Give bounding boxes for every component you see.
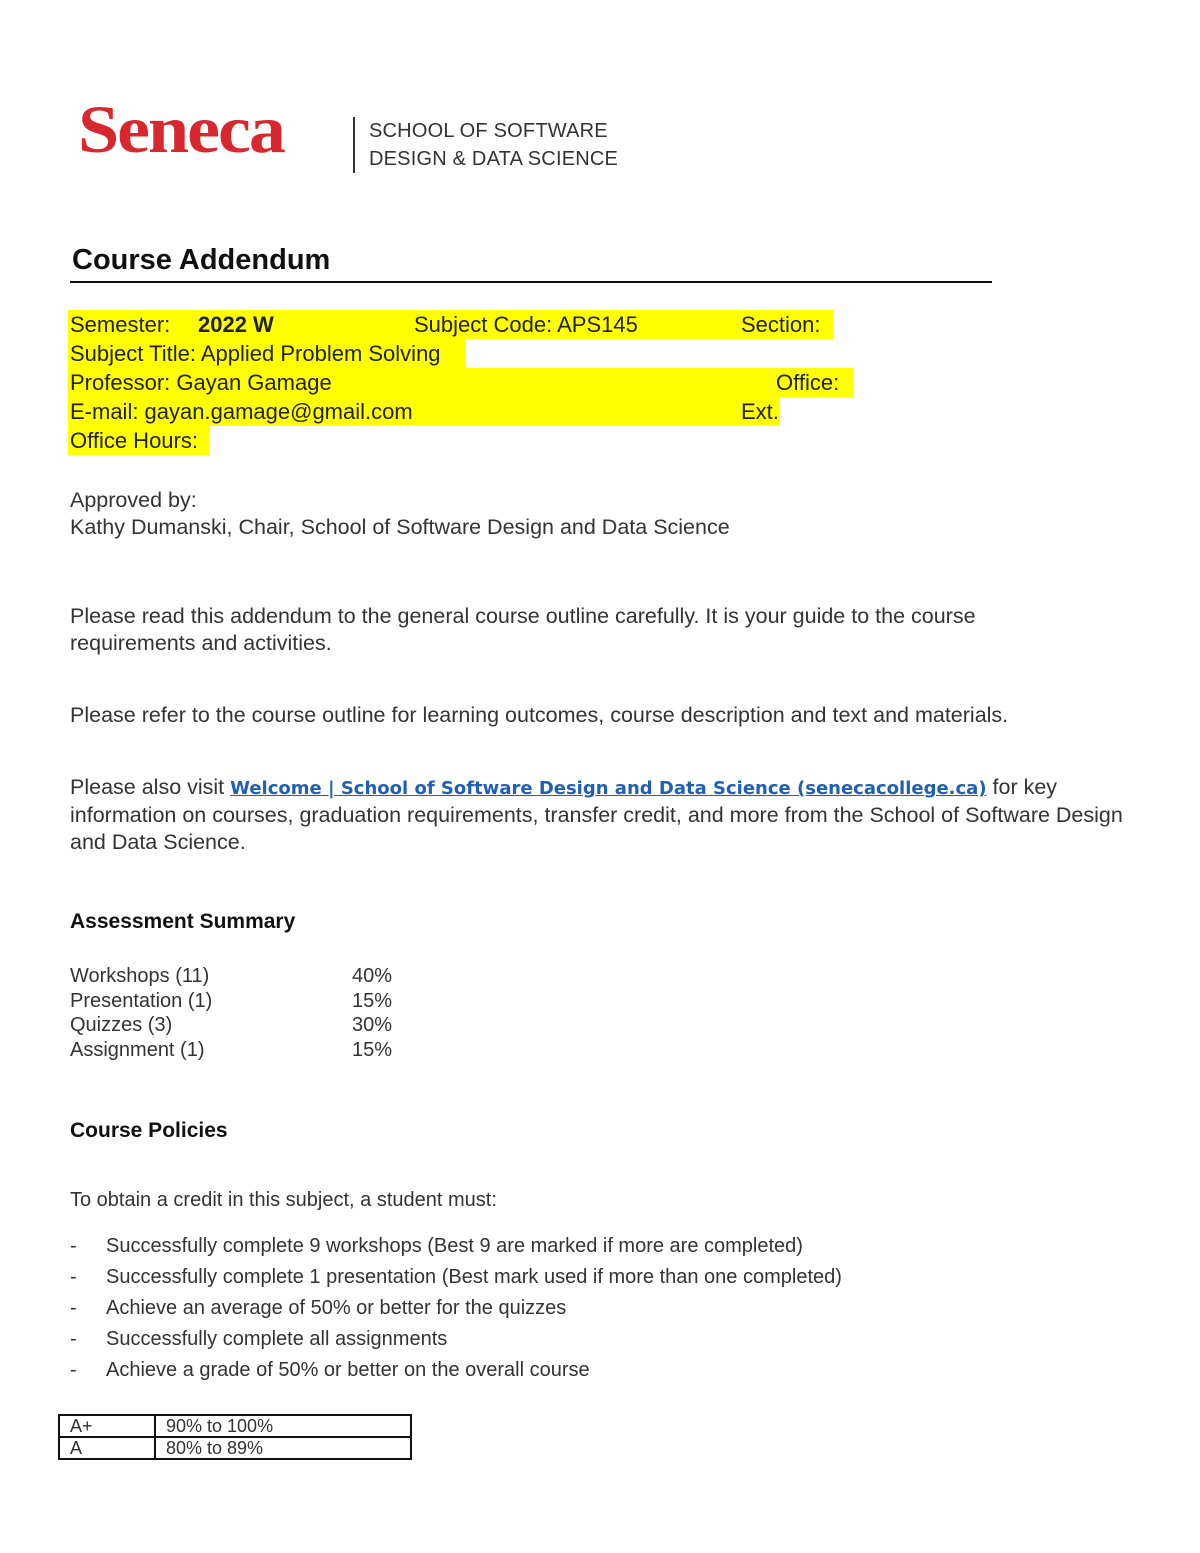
policy-item: Achieve a grade of 50% or better on the overall course [106,1359,590,1381]
page-title: Course Addendum [72,244,331,276]
subject-code: Subject Code: APS145 [414,312,638,337]
bullet-marker: - [70,1297,77,1319]
office-label: Office: [776,370,840,395]
bullet-marker: - [70,1266,77,1288]
policies-intro: To obtain a credit in this subject, a student must: [70,1189,497,1211]
visit-text-before: Please also visit [70,775,231,799]
approved-by-label: Approved by: [70,488,197,512]
grade-cell: A+ [59,1415,155,1437]
policy-item: Achieve an average of 50% or better for the quizzes [106,1297,567,1319]
semester-value: 2022 W [198,312,274,337]
grade-range-cell: 90% to 100% [155,1415,411,1437]
policy-item: Successfully complete 1 presentation (Best mark used if more than one completed) [106,1266,842,1288]
assessment-weight: 15% [352,1039,393,1061]
assessment-weight: 30% [352,1014,393,1036]
professor: Professor: Gayan Gamage [70,370,332,395]
visit-text-after: for key information on courses, graduation requirements, transfer credit, and more from the School of Software Design and Data Science. [70,775,1123,854]
assessment-item: Quizzes (3) [70,1014,173,1036]
logo-subtitle-line2: DESIGN & DATA SCIENCE [369,148,619,170]
grade-table [58,1414,412,1460]
paragraph-read-carefully: Please read this addendum to the general course outline carefully. It is your guide to the course requirements and activities. [70,604,976,655]
assessment-weight: 15% [352,990,393,1012]
grade-cell: A [59,1437,155,1459]
bullet-marker: - [70,1328,77,1350]
title-underline [70,281,992,283]
seneca-logo-wordmark: Seneca [78,92,284,168]
assessment-weight: 40% [352,965,393,987]
bullet-marker: - [70,1235,77,1257]
assessment-summary-heading: Assessment Summary [70,910,296,933]
paragraph-refer-outline: Please refer to the course outline for learning outcomes, course description and text and materials. [70,703,1009,727]
office-hours: Office Hours: [70,428,198,453]
policy-item: Successfully complete all assignments [106,1328,448,1350]
course-policies-heading: Course Policies [70,1119,228,1142]
section-label: Section: [741,312,821,337]
table-row [59,1415,411,1437]
school-welcome-link[interactable]: Welcome | School of Software Design and Data Science (senecacollege.ca) [230,778,987,799]
approver: Kathy Dumanski, Chair, School of Software Design and Data Science [70,515,730,539]
assessment-item: Assignment (1) [70,1039,205,1061]
email: E-mail: gayan.gamage@gmail.com [70,399,413,424]
logo-divider [353,117,355,173]
assessment-item: Presentation (1) [70,990,213,1012]
semester-label: Semester: [70,312,171,337]
subject-title: Subject Title: Applied Problem Solving [70,341,441,366]
bullet-marker: - [70,1359,77,1381]
table-row [59,1437,411,1459]
grade-range-cell: 80% to 89% [155,1437,411,1459]
logo-subtitle-line1: SCHOOL OF SOFTWARE [369,120,608,142]
ext-label: Ext. [741,399,779,424]
policy-item: Successfully complete 9 workshops (Best 9 are marked if more are completed) [106,1235,803,1257]
paragraph-visit [70,774,1140,856]
assessment-item: Workshops (11) [70,965,210,987]
